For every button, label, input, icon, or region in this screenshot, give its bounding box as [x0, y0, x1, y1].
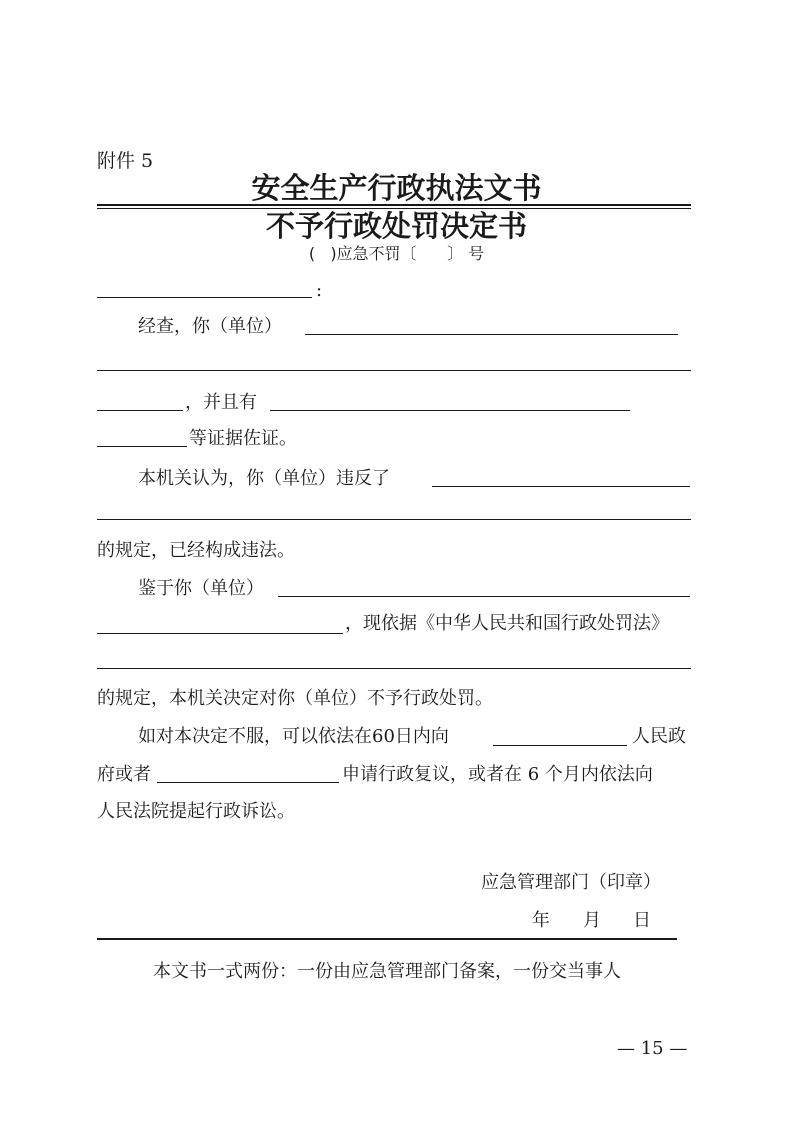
page-number: — 15 —: [617, 1038, 688, 1059]
footnote: 本文书一式两份：一份由应急管理部门备案，一份交当事人: [153, 961, 621, 982]
date-month-label: 月: [583, 910, 601, 931]
finding-blank: [97, 410, 183, 411]
violation-blank-1: [432, 486, 690, 487]
evidence-blank-2: [97, 446, 187, 447]
evidence-suffix: 等证据佐证。: [189, 428, 297, 449]
violation-blank-2: [97, 519, 691, 520]
footer-rule: [97, 938, 677, 940]
legal-basis-text: ，现依据《中华人民共和国行政处罚法》: [345, 613, 669, 634]
appeal-text-3: 府或者: [97, 764, 151, 785]
date-day-label: 日: [633, 910, 651, 931]
decision-text: 的规定，本机关决定对你（单位）不予行政处罚。: [97, 688, 493, 709]
government-blank: [493, 745, 627, 746]
and-has-text: ，并且有: [185, 392, 257, 413]
basis-blank-1: [97, 633, 343, 634]
document-title-line1: 安全生产行政执法文书: [251, 171, 542, 205]
appeal-text-2: 人民政: [632, 726, 686, 747]
given-blank: [278, 596, 690, 597]
recipient-colon: :: [316, 280, 323, 301]
recipient-blank: [97, 297, 312, 298]
violation-suffix: 的规定，已经构成违法。: [97, 540, 295, 561]
investigation-blank-1: [305, 334, 678, 335]
investigation-blank-2: [97, 370, 691, 371]
department-seal-label: 应急管理部门（印章）: [481, 872, 661, 893]
title-rule-thick: [97, 204, 691, 206]
evidence-blank-1: [270, 410, 630, 411]
given-prefix: 鉴于你（单位）: [138, 578, 264, 599]
basis-blank-2: [97, 668, 691, 669]
appeal-text-4: 申请行政复议，或者在 6 个月内依法向: [342, 764, 653, 785]
violation-prefix: 本机关认为，你（单位）违反了: [138, 468, 390, 489]
document-title-line2: 不予行政处罚决定书: [265, 209, 527, 243]
document-number: ( )应急不罚〔 〕 号: [308, 244, 485, 263]
appeal-text-5: 人民法院提起行政诉讼。: [97, 801, 295, 822]
date-year-label: 年: [532, 910, 550, 931]
appeal-text-1: 如对本决定不服，可以依法在60日内向: [138, 726, 449, 747]
attachment-label: 附件 5: [97, 150, 154, 172]
review-body-blank: [157, 782, 339, 783]
investigation-prefix: 经查，你（单位）: [138, 316, 282, 337]
